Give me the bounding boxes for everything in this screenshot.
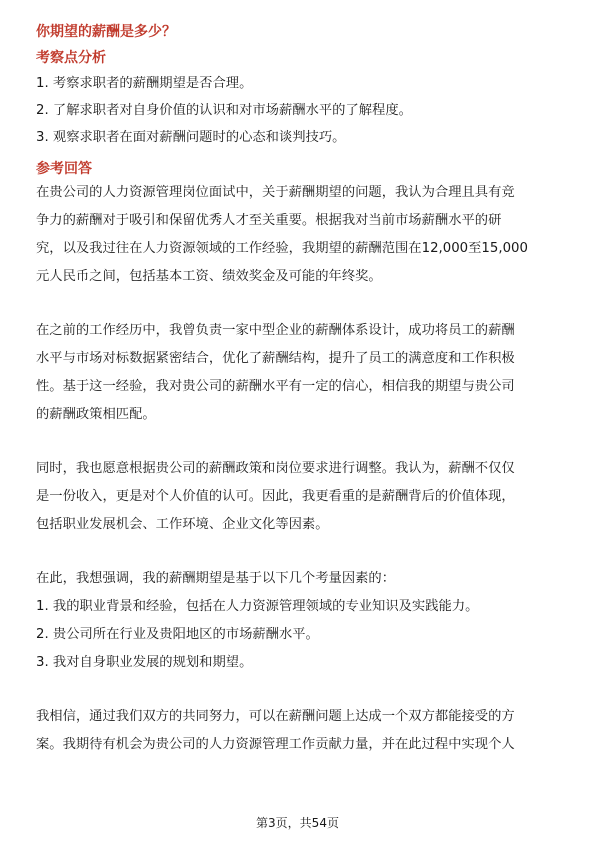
text-line: 同时，我也愿意根据贵公司的薪酬政策和岗位要求进行调整。我认为，薪酬不仅仅 bbox=[36, 461, 515, 476]
page-number-footer: 第3页，共54页 bbox=[256, 816, 339, 830]
answer-paragraph-3 bbox=[36, 455, 560, 539]
analysis-title: 考察点分析 bbox=[36, 50, 106, 66]
analysis-point: 3. 观察求职者在面对薪酬问题时的心态和谈判技巧。 bbox=[36, 130, 346, 145]
list-item: 1. 我的职业背景和经验，包括在人力资源管理领域的专业知识及实践能力。 bbox=[36, 599, 479, 614]
text-line: 是一份收入，更是对个人价值的认可。因此，我更看重的是薪酬背后的价值体现， bbox=[36, 489, 515, 504]
answer-paragraph-1 bbox=[36, 179, 560, 291]
text-line: 元人民币之间，包括基本工资、绩效奖金及可能的年终奖。 bbox=[36, 269, 382, 284]
question-heading: 你期望的薪酬是多少？ bbox=[36, 24, 176, 40]
text-line: 我相信，通过我们双方的共同努力，可以在薪酬问题上达成一个双方都能接受的方 bbox=[36, 709, 515, 724]
text-line: 争力的薪酬对于吸引和保留优秀人才至关重要。根据我对当前市场薪酬水平的研 bbox=[36, 213, 502, 228]
answer-paragraph-5 bbox=[36, 703, 560, 759]
text-line: 的薪酬政策相匹配。 bbox=[36, 407, 156, 422]
list-item: 3. 我对自身职业发展的规划和期望。 bbox=[36, 655, 253, 670]
answer-title: 参考回答 bbox=[36, 161, 92, 177]
text-line: 包括职业发展机会、工作环境、企业文化等因素。 bbox=[36, 517, 329, 532]
analysis-point: 2. 了解求职者对自身价值的认识和对市场薪酬水平的了解程度。 bbox=[36, 103, 412, 118]
text-line: 在此，我想强调，我的薪酬期望是基于以下几个考量因素的： bbox=[36, 571, 396, 586]
text-line: 在之前的工作经历中，我曾负责一家中型企业的薪酬体系设计，成功将员工的薪酬 bbox=[36, 323, 515, 338]
answer-paragraph-4 bbox=[36, 565, 560, 677]
text-line: 在贵公司的人力资源管理岗位面试中，关于薪酬期望的问题，我认为合理且具有竞 bbox=[36, 185, 515, 200]
text-line: 案。我期待有机会为贵公司的人力资源管理工作贡献力量，并在此过程中实现个人 bbox=[36, 737, 515, 752]
list-item: 2. 贵公司所在行业及贵阳地区的市场薪酬水平。 bbox=[36, 627, 319, 642]
answer-paragraph-2 bbox=[36, 317, 560, 429]
text-line: 水平与市场对标数据紧密结合，优化了薪酬结构，提升了员工的满意度和工作积极 bbox=[36, 351, 515, 366]
analysis-point: 1. 考察求职者的薪酬期望是否合理。 bbox=[36, 76, 253, 91]
document-page bbox=[36, 22, 560, 759]
text-line: 究，以及我过往在人力资源领域的工作经验，我期望的薪酬范围在12,000至15,000 bbox=[36, 241, 528, 256]
text-line: 性。基于这一经验，我对贵公司的薪酬水平有一定的信心，相信我的期望与贵公司 bbox=[36, 379, 515, 394]
